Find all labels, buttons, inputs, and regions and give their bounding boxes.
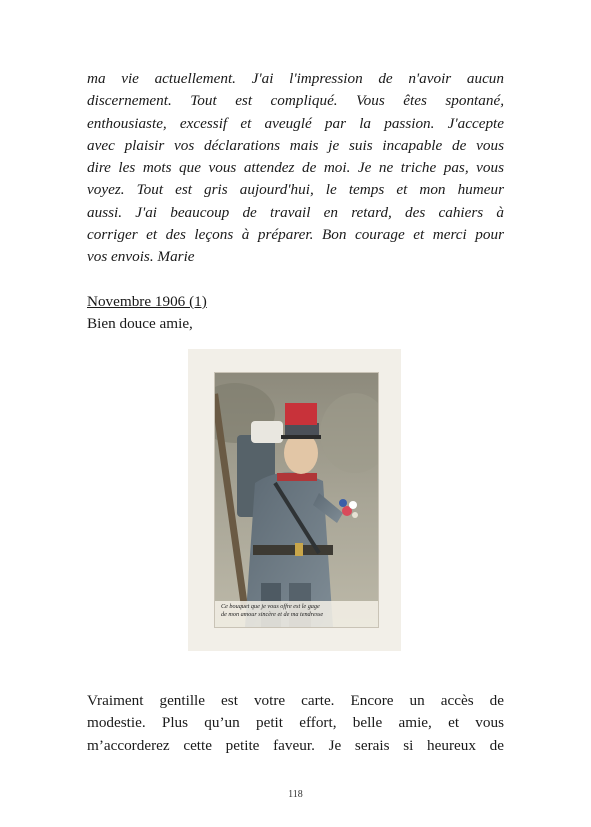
text-line: m’accorderez cette petite faveur. Je serais si heureux de [87,736,504,754]
postcard-caption-line: de mon amour sincère et de ma tendresse [221,611,324,618]
letter-text-top [87,68,504,269]
date-heading: Novembre 1906 (1) [87,293,207,310]
text-line: ma vie actuellement. J'ai l'impression de n'avoir aucun [87,70,504,87]
text-line: modestie. Plus qu’un petit effort, belle amie, et vous [87,714,504,732]
letter-text-bottom [87,690,504,757]
text-line: corriger et des leçons à préparer. Bon courage et merci pour [87,226,504,244]
text-line: voyez. Tout est gris aujourd'hui, le temps et mon humeur [87,181,504,199]
text-line: discernement. Tout est compliqué. Vous êtes spontané, [87,92,504,110]
letter-heading [87,291,504,336]
text-line: dire les mots que vous attendez de moi. Je ne triche pas, vous [87,159,504,177]
text-line: Vraiment gentille est votre carte. Encore un accès de [87,692,504,709]
text-line: aussi. J'ai beaucoup de travail en retard, des cahiers à [87,203,504,221]
text-line: enthousiaste, excessif et aveuglé par la passion. J'accepte [87,114,504,132]
postcard-photo [214,372,379,628]
soldier-illustration [215,373,378,627]
text-line: avec plaisir vos déclarations mais je suis incapable de vous [87,136,504,154]
salutation: Bien douce amie, [87,315,193,333]
postcard-caption-line: Ce bouquet que je vous offre est le gage [221,603,320,610]
text-line-signature: vos envois. Marie [87,248,195,266]
postcard-caption [221,603,372,619]
page-number: 118 [288,789,303,800]
postcard-image [188,349,401,651]
